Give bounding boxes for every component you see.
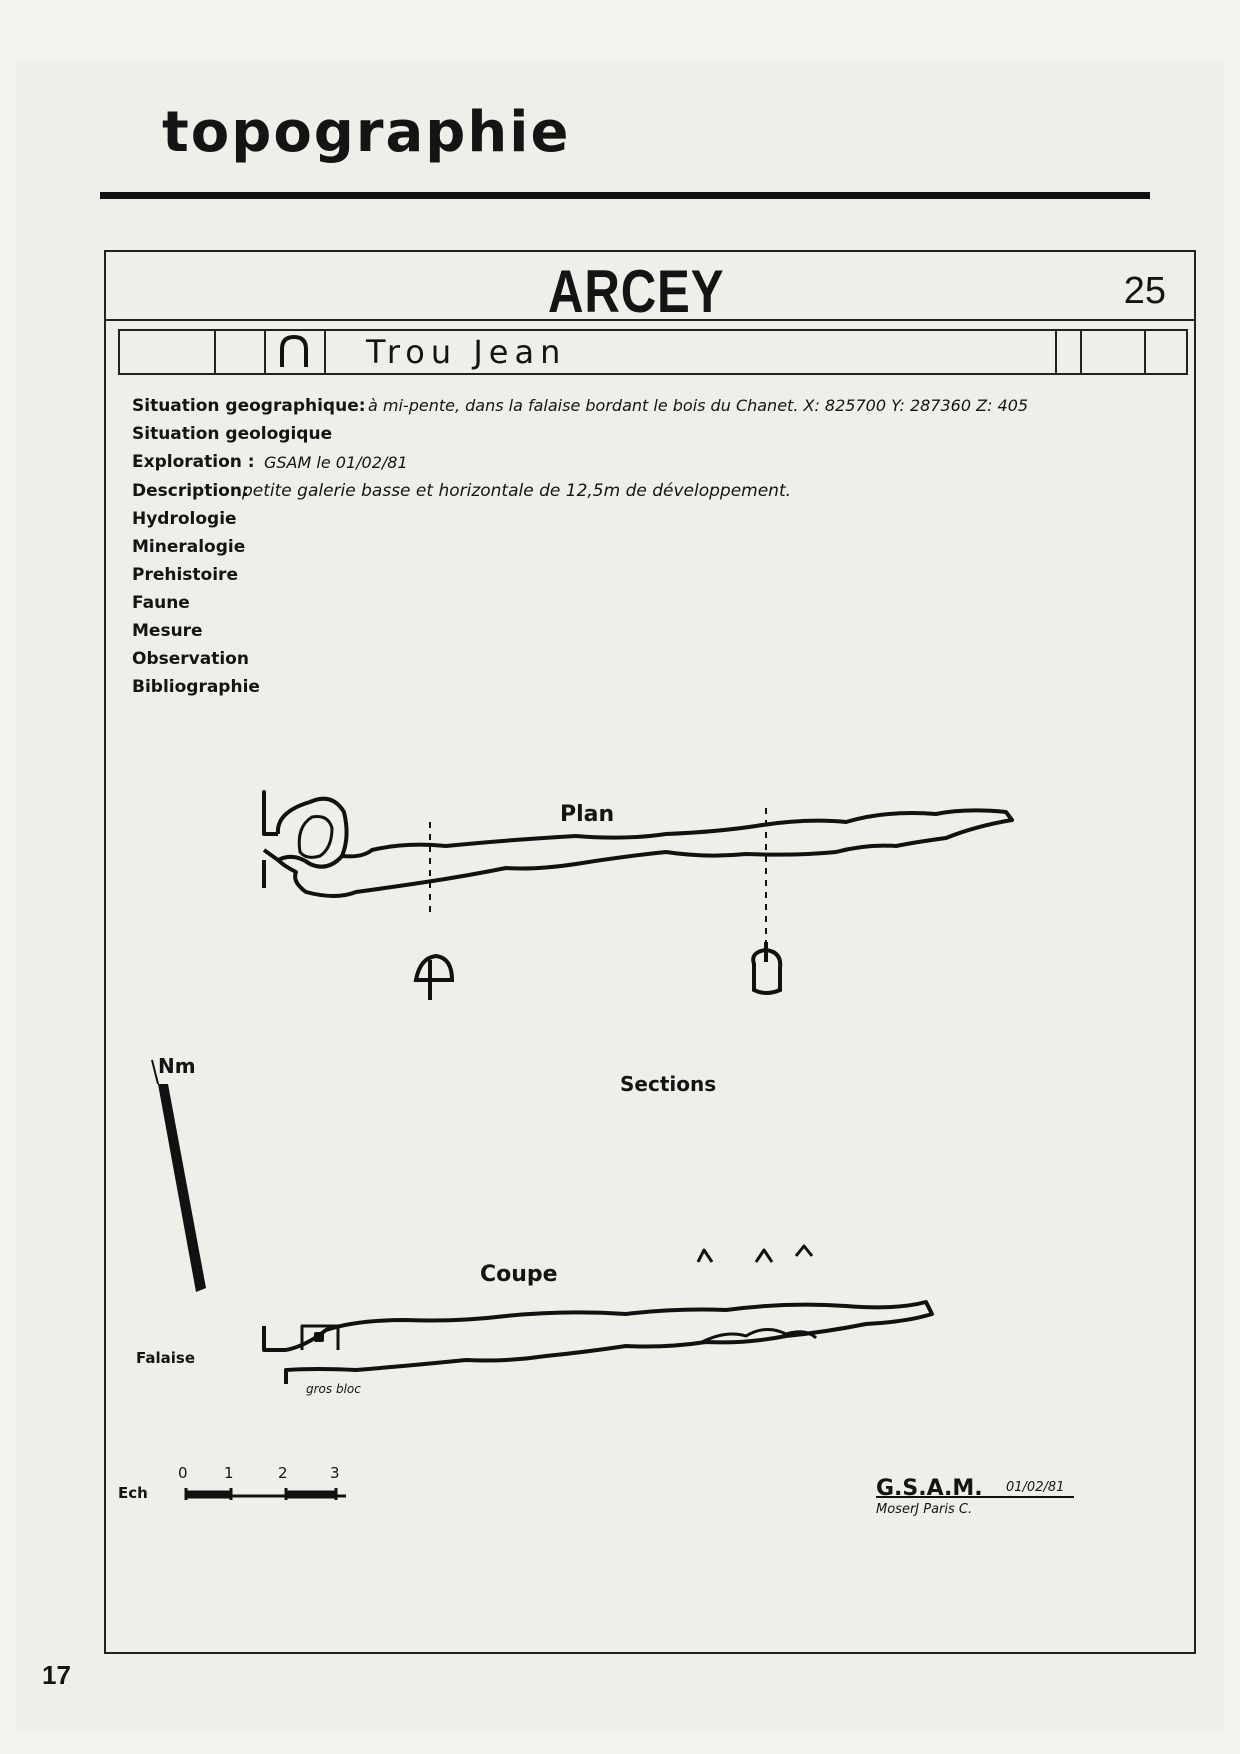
gros-bloc-label: gros bloc <box>306 1382 361 1396</box>
field-label-bibliographie: Bibliographie <box>132 677 260 697</box>
field-label-observation: Observation <box>132 649 249 669</box>
plan-label: Plan <box>560 802 615 827</box>
sections-drawing <box>416 942 780 1000</box>
field-label-prehistoire: Prehistoire <box>132 565 238 585</box>
club-credit: G.S.A.M. <box>876 1476 983 1501</box>
field-label-hydrologie: Hydrologie <box>132 509 237 529</box>
card-number: 25 <box>1123 270 1166 312</box>
cave-name: Trou Jean <box>366 333 567 371</box>
sections-label: Sections <box>620 1072 717 1096</box>
cave-survey-drawing <box>106 252 1194 1652</box>
field-label-mineralogie: Mineralogie <box>132 537 246 557</box>
field-value-exploration: GSAM le 01/02/81 <box>264 453 408 472</box>
field-value-situation-geographique: à mi-pente, dans la falaise bordant le bois du Chanet. X: 825700 Y: 287360 Z: 405 <box>368 396 1029 415</box>
scale-tick-1: 1 <box>224 1464 234 1482</box>
coupe-label: Coupe <box>480 1262 558 1287</box>
credit-date: 01/02/81 <box>1006 1480 1065 1495</box>
plan-drawing <box>264 792 1012 942</box>
north-arrow-icon <box>152 1060 206 1292</box>
scale-tick-3: 3 <box>330 1464 340 1482</box>
scale-tick-2: 2 <box>278 1464 288 1482</box>
title-rule <box>100 192 1150 199</box>
field-label-description: Description: <box>132 481 249 501</box>
cave-record-card <box>104 250 1196 1654</box>
field-label-situation-geologique: Situation geologique <box>132 424 333 444</box>
scale-label: Ech <box>118 1484 148 1502</box>
scale-bar <box>186 1488 346 1500</box>
page-title: topographie <box>162 100 571 165</box>
page-number: 17 <box>42 1660 71 1690</box>
field-label-exploration: Exploration : <box>132 452 255 472</box>
field-label-mesure: Mesure <box>132 621 203 641</box>
north-label: Nm <box>158 1054 196 1078</box>
falaise-label: Falaise <box>136 1349 195 1367</box>
field-value-description: petite galerie basse et horizontale de 12,5m de développement. <box>242 481 792 501</box>
field-label-situation-geographique: Situation geographique: <box>132 396 366 416</box>
card-title: ARCEY <box>548 258 725 325</box>
coupe-drawing <box>264 1246 932 1384</box>
field-label-faune: Faune <box>132 593 190 613</box>
credit-authors: MoserJ Paris C. <box>876 1502 973 1517</box>
scale-tick-0: 0 <box>178 1464 188 1482</box>
